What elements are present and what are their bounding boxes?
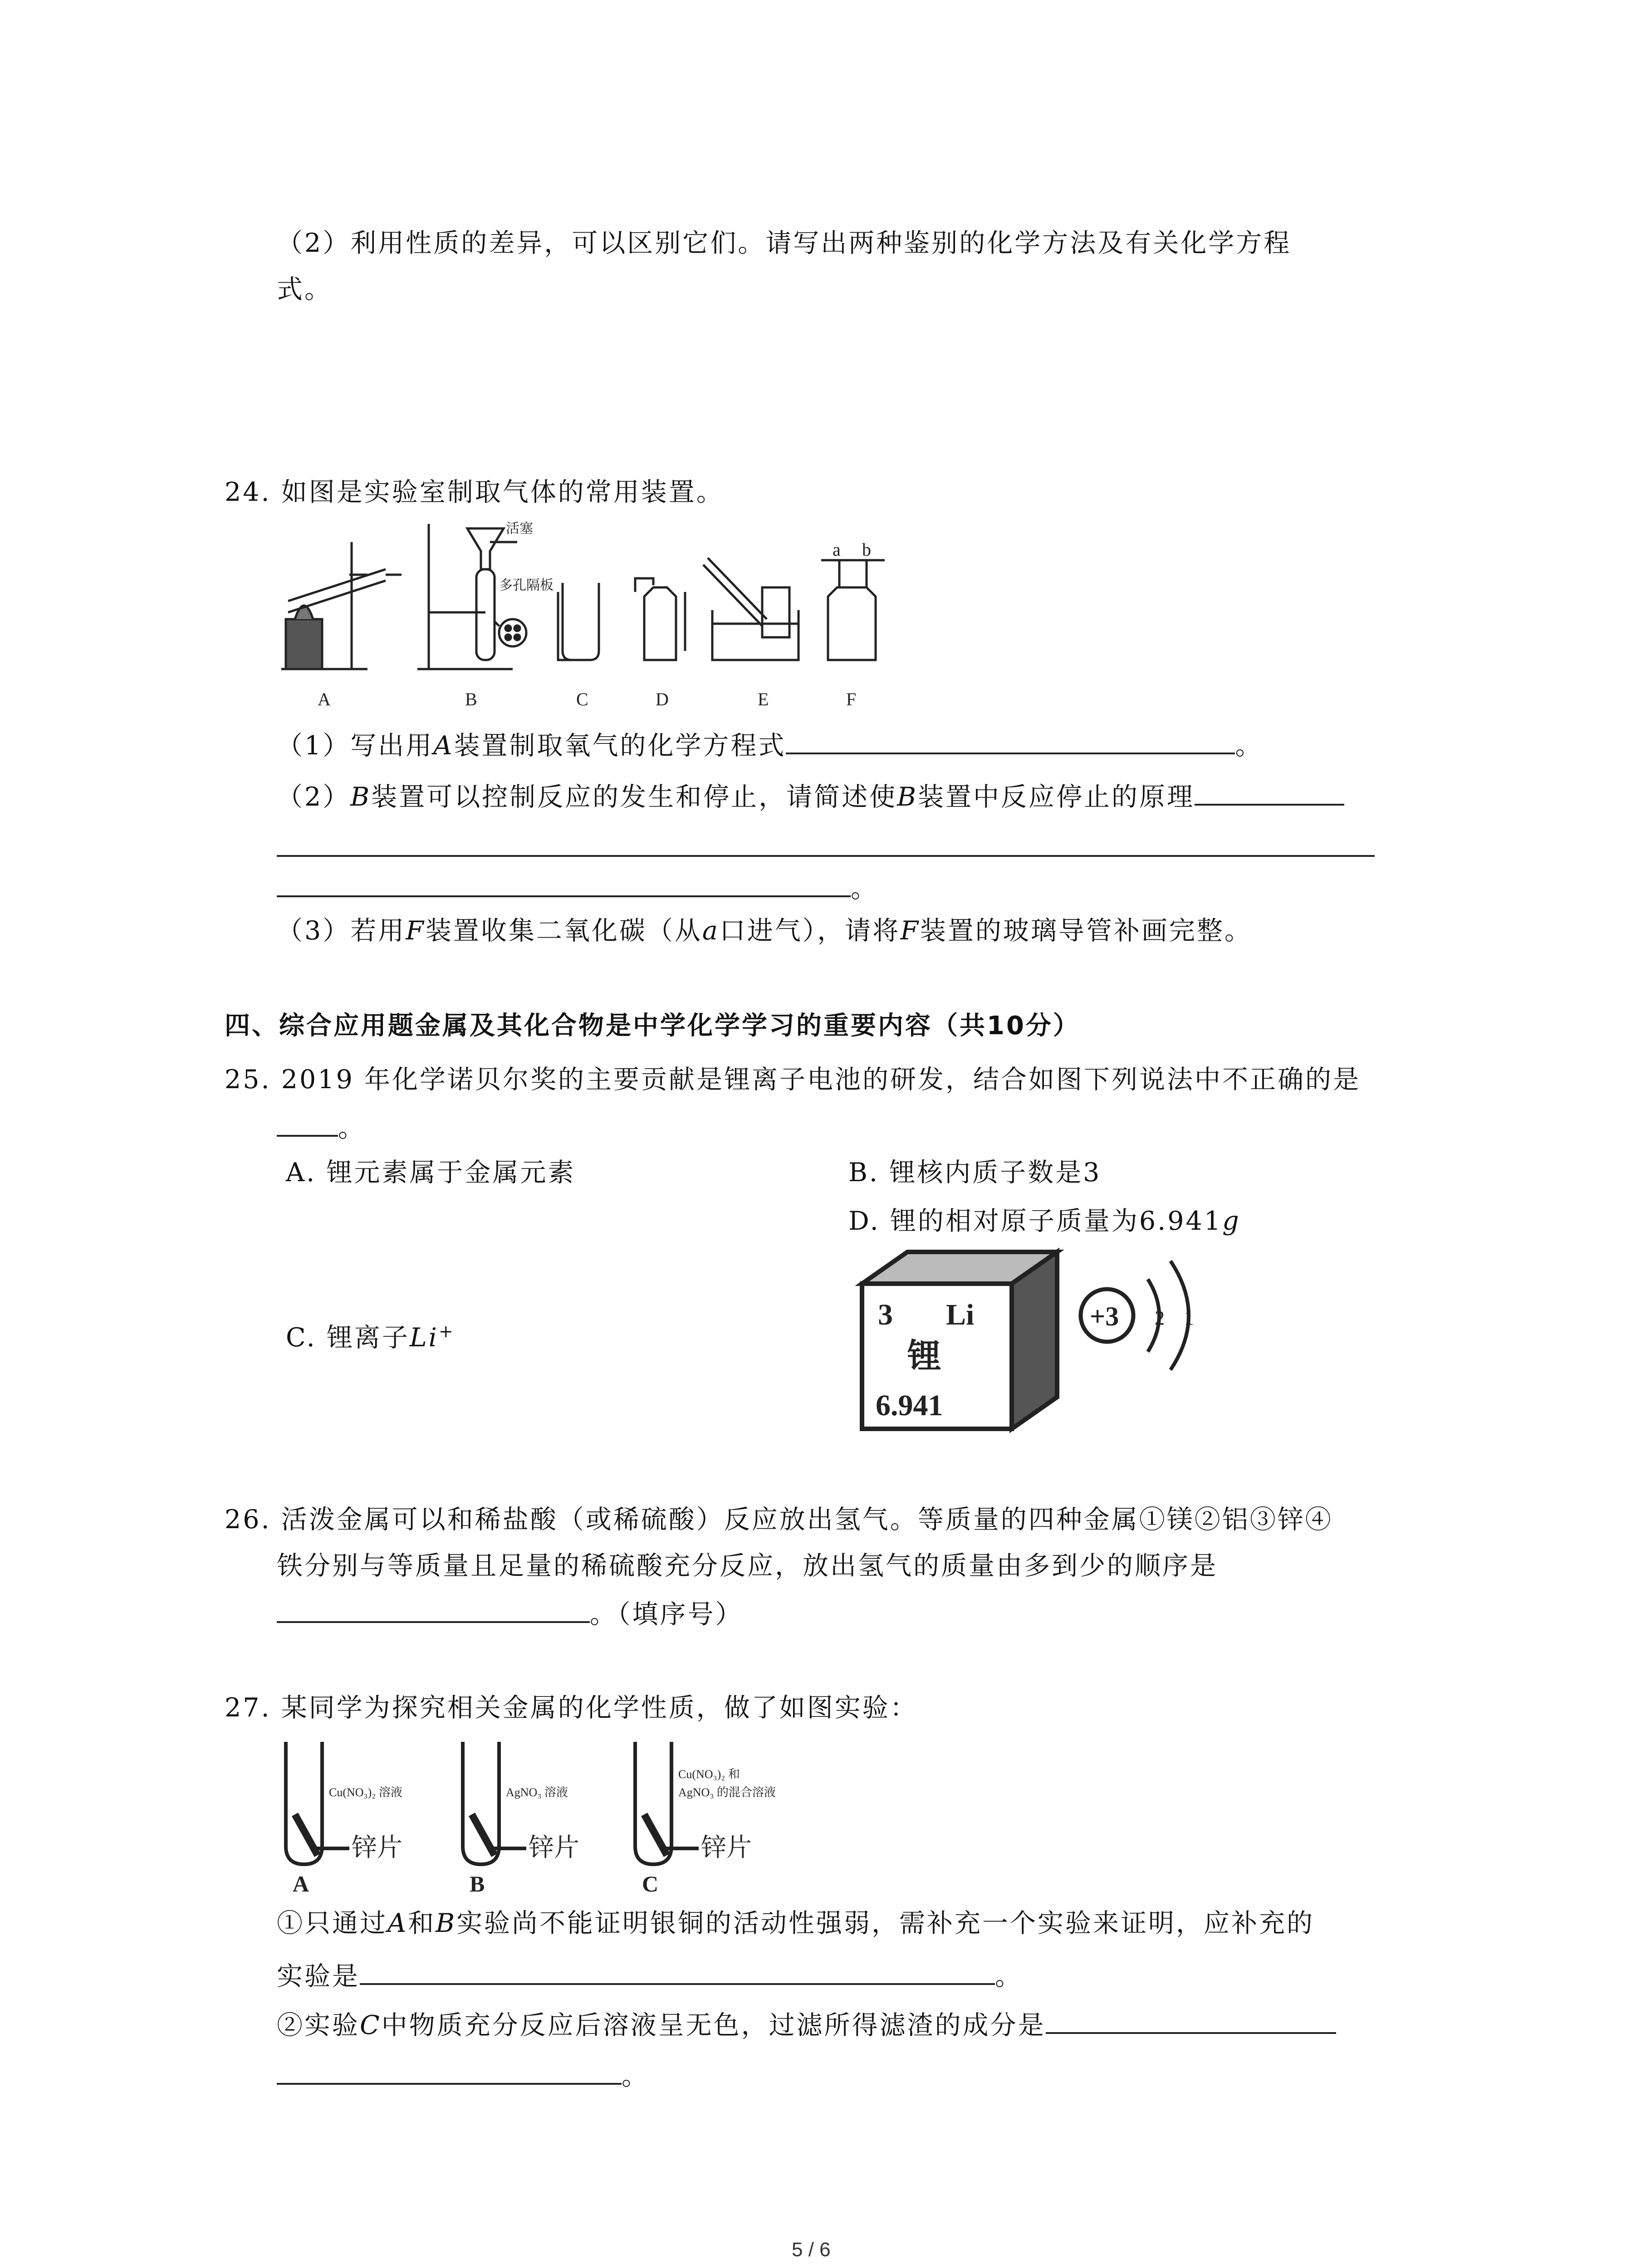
lab-apparatus-figure [277, 515, 926, 719]
tube-c-solution-1: Cu(NO₃)₂ 和 [678, 1768, 740, 1781]
section4-heading: 四、综合应用题金属及其化合物是中学化学学习的重要内容（共10分） [225, 1011, 1080, 1041]
cell-atomic-number: 3 [878, 1298, 893, 1331]
q24-part1-answer-blank[interactable] [786, 724, 1235, 754]
q27-sub1-line2: 实验是 。 [277, 1955, 1023, 1994]
q25-option-d: D. 锂的相对原子质量为6.941g [848, 1206, 1241, 1236]
tube-c-solution-2: AgNO₃ 的混合溶液 [678, 1786, 776, 1799]
q24-part2-answer-blank-2[interactable] [277, 855, 1375, 857]
tube-a-zinc-label: 锌片 [352, 1834, 402, 1862]
tube-c-label: C [642, 1871, 659, 1896]
q24-part2: （2）B装置可以控制反应的发生和停止，请简述使B装置中反应停止的原理 [277, 776, 1344, 815]
fig-label-d: D [656, 689, 669, 709]
q25-option-c: C. 锂离子Li+ [286, 1321, 455, 1353]
q26-line2: 铁分别与等质量且足量的稀硫酸充分反应，放出氢气的质量由多到少的顺序是 [277, 1551, 1218, 1581]
test-tubes-figure [277, 1733, 798, 1896]
q25-line1: 25. 2019 年化学诺贝尔奖的主要贡献是锂离子电池的研发，结合如图下列说法中不正确的是 [225, 1065, 1361, 1095]
fig-label-b: B [465, 689, 477, 709]
tube-c-zinc-label: 锌片 [701, 1834, 752, 1862]
q27-sub2-answer-blank-1[interactable] [1046, 2004, 1336, 2034]
tube-b-solution: AgNO₃ 溶液 [506, 1786, 568, 1799]
apparatus-b [417, 524, 526, 669]
lithium-element-figure [853, 1243, 1261, 1433]
nucleus-charge: +3 [1090, 1301, 1119, 1331]
apparatus-f [821, 560, 885, 660]
fig-label-e: E [758, 689, 769, 709]
fig-label-a: A [318, 689, 331, 709]
fig-label-f: F [846, 689, 857, 709]
q24-part2-answer-blank-1[interactable] [1195, 776, 1344, 806]
apparatus-d [635, 578, 685, 660]
q27-sub1-line1: ①只通过A和B实验尚不能证明银铜的活动性强弱，需补充一个实验来证明，应补充的 [277, 1908, 1315, 1938]
fig-port-a: a [833, 539, 841, 560]
tube-b-label: B [470, 1871, 485, 1896]
q27-sub2-answer-blank-2[interactable] [277, 2055, 622, 2085]
cell-symbol: Li [946, 1298, 975, 1331]
q27-sub1-answer-blank[interactable] [360, 1955, 995, 1985]
q24-part2-answer-blank-3[interactable] [277, 867, 851, 897]
q27-sub2-line1: ②实验C中物质充分反应后溶液呈无色，过滤所得滤渣的成分是 [277, 2004, 1336, 2043]
fig-valve-label: 活塞 [506, 521, 533, 536]
q26-line3: 。（填序号） [277, 1593, 743, 1633]
q27-stem: 27. 某同学为探究相关金属的化学性质，做了如图实验： [225, 1693, 918, 1723]
q23-part2-line2: 式。 [277, 274, 332, 304]
q26-line1: 26. 活泼金属可以和稀盐酸（或稀硫酸）反应放出氢气。等质量的四种金属①镁②铝③锌④ [225, 1505, 1333, 1535]
apparatus-a [281, 542, 402, 669]
tube-a-solution: Cu(NO₃)₂ 溶液 [329, 1786, 402, 1799]
q26-answer-blank[interactable] [277, 1593, 590, 1623]
cell-element-name: 锂 [907, 1338, 941, 1375]
shell-1-electrons: 2 [1155, 1307, 1165, 1329]
page-number: 5 / 6 [792, 2239, 831, 2261]
q24-part2-end-line: 。 [277, 867, 878, 907]
q23-part2-line1: （2）利用性质的差异，可以区别它们。请写出两种鉴别的化学方法及有关化学方程 [277, 228, 1292, 258]
shell-2-electrons: 1 [1184, 1307, 1194, 1329]
q24-stem: 24. 如图是实验室制取气体的常用装置。 [225, 477, 724, 507]
q24-part3: （3）若用F装置收集二氧化碳（从a口进气），请将F装置的玻璃导管补画完整。 [277, 916, 1252, 946]
q27-sub2-line2: 。 [277, 2055, 649, 2094]
apparatus-e [703, 558, 798, 660]
q24-part1: （1）写出用A装置制取氧气的化学方程式 。 [277, 724, 1263, 764]
q25-option-b: B. 锂核内质子数是3 [848, 1158, 1102, 1188]
fig-plate-label: 多孔隔板 [499, 578, 554, 593]
q25-answer-blank[interactable] [277, 1107, 338, 1137]
cell-atomic-mass: 6.941 [876, 1389, 943, 1422]
tube-b-zinc-label: 锌片 [529, 1834, 579, 1862]
fig-port-b: b [862, 539, 871, 560]
q25-option-a: A. 锂元素属于金属元素 [286, 1158, 576, 1188]
fig-label-c: C [576, 689, 588, 709]
apparatus-c [558, 583, 599, 660]
q25-line2: 。 [277, 1107, 366, 1146]
tube-a-label: A [293, 1871, 309, 1896]
